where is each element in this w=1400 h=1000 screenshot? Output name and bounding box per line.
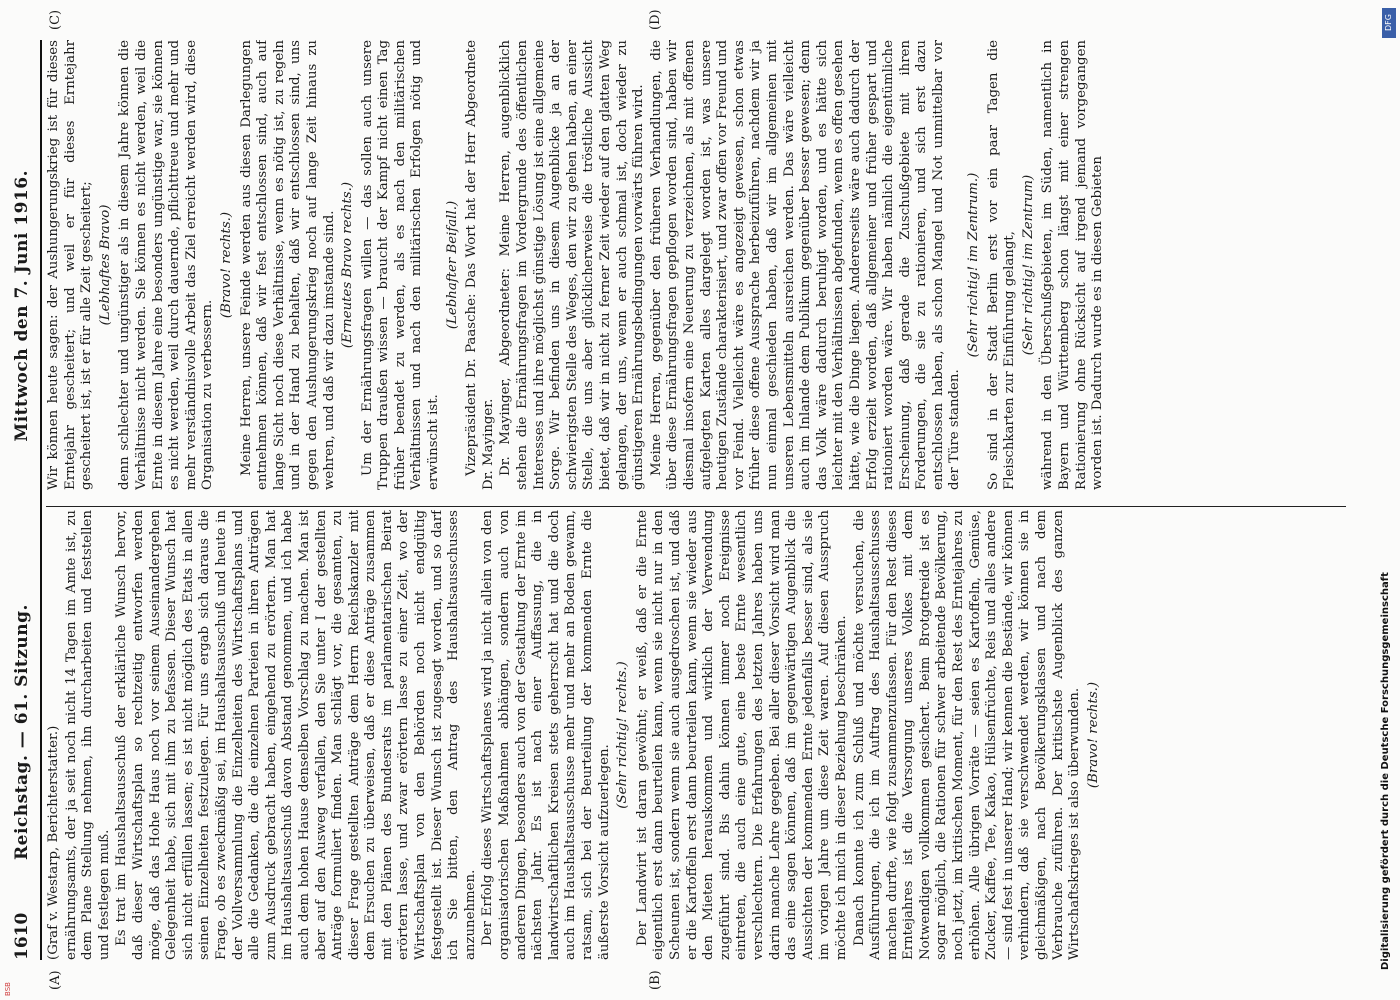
paragraph: Meine Herren, unsere Feinde werden aus diesen Darlegungen entnehmen können, daß wir fest entschlossen sind, auch auf lange Sicht noch diese Verhältnisse, wenn es nötig ist, zu regeln und in der Hand zu behalten, daß wir entschlossen sind, uns gegen den Aushungerungskrieg noch auf lange Zeit hinaus zu wehren, und daß wir dazu imstande sind. — [238, 40, 337, 490]
paragraph: Wir können heute sagen: der Aushungerungskrieg ist für dieses Erntejahr gescheitert; und weil er für dieses Erntejahr gescheitert ist, ist er für alle Zeit gescheitert; — [46, 40, 95, 490]
page-number: 1610 — [12, 912, 32, 960]
speaker-line: Vizepräsident Dr. Paasche: Das Wort hat der Herr Abgeordnete Dr. Mayinger. — [464, 40, 496, 490]
margin-marker-d: (D) — [648, 9, 663, 30]
column-divider — [46, 506, 1346, 507]
paragraph: Danach konnte ich zum Schluß und möchte versuchen, die Ausführungen, die ich im Auftrag des Haushaltsausschusses machen durfte, wie folgt zusammenzufassen. Für den Rest dieses Erntejahres ist die Versorgung unseres Volkes mit dem Notwendigen vollkommen gesichert. Beim Brotgetreide ist es sogar möglich, die Rationen für schwer arbeitende Bevölkerung, noch jetzt, im kritischen Moment, für den Rest des Erntejahres zu erhöhen. Alle übrigen Vorräte — seien es Kartoffeln, Gemüse, Zucker, Kaffee, Tee, Kakao, Hülsenfrüchte, Reis und alles andere — sind fest in unserer Hand; wir kennen die Bestände, wir können verhindern, daß sie verschwendet werden, wir können sie in gleichmäßigen, nach Bevölkerungsklassen und nach dem Verbrauche zuführen. Der kritischste Augenblick des ganzen Wirtschaftskrieges ist also überwunden. — [851, 510, 1083, 960]
session-title: Reichstag. — 61. Sitzung. — [12, 604, 32, 860]
interjection: (Lebhafter Beifall.) — [444, 200, 460, 330]
margin-marker-c: (C) — [48, 9, 63, 30]
paragraph: Dr. Mayinger, Abgeordneter: Meine Herren, augenblicklich stehen die Ernährungsfragen im Vordergrunde des öffentlichen Interesses und ihre möglichst günstige Lösung ist eine allgemeine Sorge. Wir befinden uns in diesem Augenblicke ja an der schwierigsten Stelle des Weges, den wir zu gehen haben, an einer Stelle, die uns aber glücklicherweise die tröstliche Aussicht bietet, daß wir in nicht zu ferner Zeit wieder auf den glatten Weg gelangen, der uns, wenn er auch schmal ist, doch wieder zu günstigeren Ernährungsbedingungen vorwärts führen wird. — [498, 40, 647, 490]
paragraph: Um der Ernährungsfragen willen — das sollen auch unsere Truppen draußen wissen — braucht der Kampf nicht einen Tag früher beendet zu werden, als es nach den militärischen Verhältnissen und nach den militärischen Erfolgen nötig und erwünscht ist. — [359, 40, 442, 490]
interjection: (Sehr richtig! im Zentrum.) — [966, 172, 982, 358]
interjection: (Bravo! rechts.) — [218, 211, 234, 319]
page-header — [6, 40, 42, 960]
margin-marker-a: (A) — [48, 970, 63, 990]
interjection: (Lebhaftes Bravo) — [97, 204, 113, 326]
left-text-column — [46, 510, 1346, 960]
library-stamp: BSB — [4, 982, 12, 996]
paragraph: Der Erfolg dieses Wirtschaftsplanes wird ja nicht allein von den organisatorischen Maßnahmen abhängen, sondern auch von anderen Dingen, besonders auch von der Gestaltung der Ernte im nächsten Jahr. Es ist nach einer Auffassung, die in landwirtschaftlichen Kreisen stets geherrscht hat und die doch auch im Haushaltsausschusse mehr und mehr an Boden gewann, ratsam, sich bei der Beurteilung der kommenden Ernte die äußerste Vorsicht aufzuerlegen. — [480, 510, 612, 960]
interjection: (Sehr richtig! rechts.) — [615, 661, 631, 809]
paragraph: Es trat im Haushaltsausschuß der erklärliche Wunsch hervor, daß dieser Wirtschaftsplan so rechtzeitig entworfen werden möge, daß das Hohe Haus noch vor seinem Auseinandergehen Gelegenheit habe, sich mit ihm zu befassen. Dieser Wunsch hat sich nicht erfüllen lassen; es ist nicht möglich des Etats in allen seinen Einzelheiten festzulegen. Für uns ergab sich daraus die Frage, ob es zweckmäßig sei, im Haushaltsausschuß und heute in der Vollversammlung die Einzelheiten des Wirtschaftsplans und alle die Gedanken, die die einzelnen Parteien in ihren Anträgen zum Ausdruck gebracht haben, eingehend zu erörtern. Man hat im Haushaltsausschuß davon Abstand genommen, und ich habe auch dem hohen Hause denselben Vorschlag zu machen. Man ist aber auf den Ausweg verfallen, den Sie unter I der gestellten Anträge formuliert finden. Man schlägt vor, die gesamten, zu dieser Frage gestellten Anträge dem Herrn Reichskanzler mit dem Ersuchen zu überweisen, daß er diese Anträge zusammen mit den Plänen des Bundesrats im parlamentarischen Beirat erörtern lasse, und zwar erörtern lasse zu einer Zeit, wo der Wirtschaftsplan von den Behörden noch nicht endgültig festgestellt ist. Dieser Wunsch ist zugesagt worden, und so darf ich Sie bitten, den Antrag des Haushaltsausschusses anzunehmen. — [114, 510, 478, 960]
paragraph: denn schlechter und ungünstiger als in diesem Jahre können die Verhältnisse nicht werden. Sie können es nicht werden, weil die Ernte in diesem Jahre eine besonders ungünstige war, sie können es nicht werden, weil durch dauernde, pflichttreue und mehr und mehr verständnisvolle Arbeit das Ziel erreicht werden wird, diese Organisation zu verbessern. — [117, 40, 216, 490]
paragraph: ernährungsamts, der ja seit noch nicht 14 Tagen im Amte ist, zu dem Plane Stellung nehmen, ihn durcharbeiten und feststellen und festlegen muß. — [63, 510, 112, 960]
paragraph: So sind in der Stadt Berlin erst vor ein paar Tagen die Fleischkarten zur Einführung gelangt, — [985, 40, 1018, 490]
interjection: (Bravo! rechts.) — [1085, 681, 1101, 789]
funding-note: Digitalisierung gefördert durch die Deutsche Forschungsgemeinschaft — [1380, 572, 1391, 970]
interjection: (Erneutes Bravo rechts.) — [340, 181, 356, 349]
margin-marker-b: (B) — [648, 970, 663, 990]
dfg-logo: DFG — [1382, 8, 1396, 38]
speaker-line: (Graf v. Westarp, Berichterstatter.) — [46, 725, 61, 960]
session-date: Mittwoch den 7. Juni 1916. — [12, 170, 32, 442]
paragraph: Meine Herren, gegenüber den früheren Verhandlungen, die über diese Ernährungsfragen gepflogen worden sind, haben wir diesmal insofern eine Neuerung zu verzeichnen, als mit offenen aufgelegten Karten alles dargelegt worden ist, was unsere heutigen Zustände charakterisiert, und zwar offen vor Freund und vor Feind. Vielleicht wäre es angezeigt gewesen, schon etwas früher diese offene Aussprache herbeizuführen, nachdem wir ja nun einmal geschieden haben, daß wir im allgemeinen mit unseren Lebensmitteln ausreichen werden. Das wäre vielleicht auch im Inlande dem Publikum gegenüber besser gewesen; denn das Volk wäre dadurch beruhigt worden, und es hätte sich leichter mit den Verhältnissen abgefunden, wenn es offen gesehen hätte, wie die Dinge liegen. Andererseits wäre auch dadurch der Erfolg erzielt worden, daß allgemeiner und früher gespart und rationiert worden wäre. Wir haben nämlich die eigentümliche Erscheinung, daß gerade die Zuschußgebiete mit ihren Forderungen, die sie zu rationieren, und sich erst dazu entschlossen haben, als schon Mangel und Not unmittelbar vor der Türe standen. — [648, 40, 963, 490]
right-text-column — [46, 40, 1346, 490]
paragraph: während in den Überschußgebieten, im Süden, namentlich in Bayern und Württemberg schon längst mit einer strengen Rationierung ohne Rücksicht auf irgend jemand vorgegangen worden ist. Dadurch wurde es in diesen Gebieten — [1040, 40, 1106, 490]
paragraph: Der Landwirt ist daran gewöhnt; er weiß, daß er die Ernte eigentlich erst dann beurteilen kann, wenn sie nicht nur in den Scheunen ist, sondern wenn sie auch ausgedroschen ist, und daß er die Kartoffeln erst dann beurteilen kann, wenn sie wieder aus den Mieten herauskommen und wirklich der Verwendung zugeführt sind. Bis dahin können immer noch Ereignisse eintreten, die auch eine gute, eine beste Ernte wesentlich verschlechtern. Die Erfahrungen des letzten Jahres haben uns darin manche Lehre gegeben. Bei aller dieser Vorsicht wird man das eine sagen können, daß im gegenwärtigen Augenblick die Aussichten der kommenden Ernte jedenfalls besser sind, als sie im vorigen Jahre um diese Zeit waren. Auf diesen Ausspruch möchte ich mich in dieser Beziehung beschränken. — [634, 510, 849, 960]
interjection: (Sehr richtig! im Zentrum) — [1020, 174, 1036, 356]
